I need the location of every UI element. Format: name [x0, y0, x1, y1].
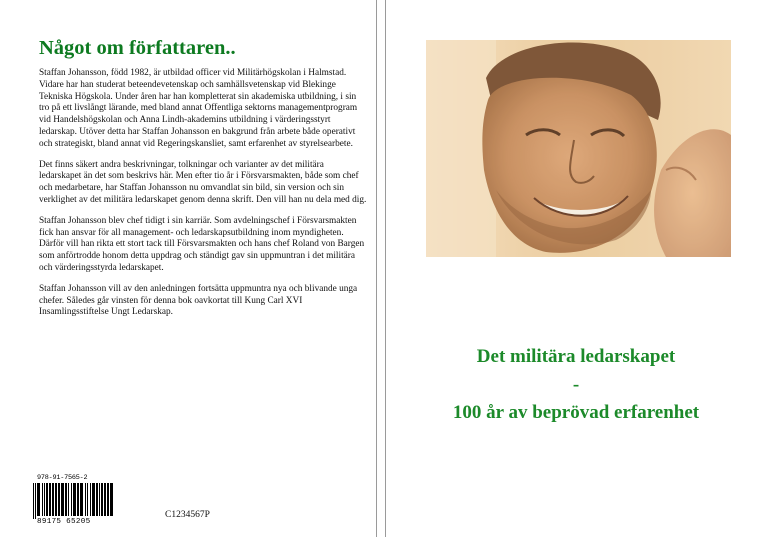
author-bio [39, 68, 367, 328]
title-line: Det militära ledarskapet [476, 346, 676, 367]
barcode-digits: 89175 65205 [37, 518, 91, 526]
bio-paragraph: Staffan Johansson vill av den anledningen fortsätta uppmuntra nya och blivande unga chefer. Således går vinsten för denna bok oavkortat till Kung Carl XVI Insamlingsstiftelse Ungt Ledarskap. [39, 283, 358, 318]
bio-paragraph: Staffan Johansson blev chef tidigt i sin karriär. Som avdelningschef i Försvarsmakten fick han ansvar för all management- och ledarskapsutbildning inom myndigheten. Därför vill han rikta ett stort tack till Försvarsmakten och hans chef Roland von Bargen som anförtrodde honom detta uppdrag och ständigt gav sin uppmuntran i det militära och värderingsstyrda ledarskapet. [39, 215, 365, 273]
catalog-number: C1234567P [165, 510, 210, 520]
back-cover-heading: Något om författaren.. [39, 37, 236, 59]
isbn-text: 978-91-7565-2 [37, 474, 88, 482]
bio-paragraph: Det finns säkert andra beskrivningar, tolkningar och varianter av det militära ledarskapet än det som beskrivs här. Men efter tio år i Försvarsmakten, både som chef och medarbetare, har Staffan Johansson nu omvandlat sin bild, sin version och sin verklighet av det militära ledarskapet genom denna skrift. Den vill han nu dela med dig. [39, 159, 367, 205]
author-portrait-photo [426, 40, 731, 257]
title-separator: - [572, 374, 580, 395]
isbn-barcode [31, 474, 115, 530]
back-cover [0, 0, 376, 537]
spine-line-left [376, 0, 377, 537]
subtitle-line: 100 år av beprövad erfarenhet [452, 402, 700, 423]
book-title [386, 343, 766, 427]
front-cover [386, 0, 766, 537]
bio-paragraph: Staffan Johansson, född 1982, är utbildad officer vid Militärhögskolan i Halmstad. Vidare har han studerat beteendevetenskap och samhällsvetenskap vid Blekinge Tekniska Högskola. Under åren har han kompletterat sin akademiska utbildning, i sin tro på ett livslångt lärande, med bland annat Offentliga sektorns managementprogram vid Handelshögskolan och Anna Lindh-akademins utbildning i värderingsstyrt ledarskap. Utöver detta har Staffan Johansson en bakgrund från arbete både operativt och strategiskt, bland annat vid Regeringskansliet, samt erfarenhet av styrelsearbete. [39, 68, 358, 149]
barcode-icon [31, 483, 115, 519]
